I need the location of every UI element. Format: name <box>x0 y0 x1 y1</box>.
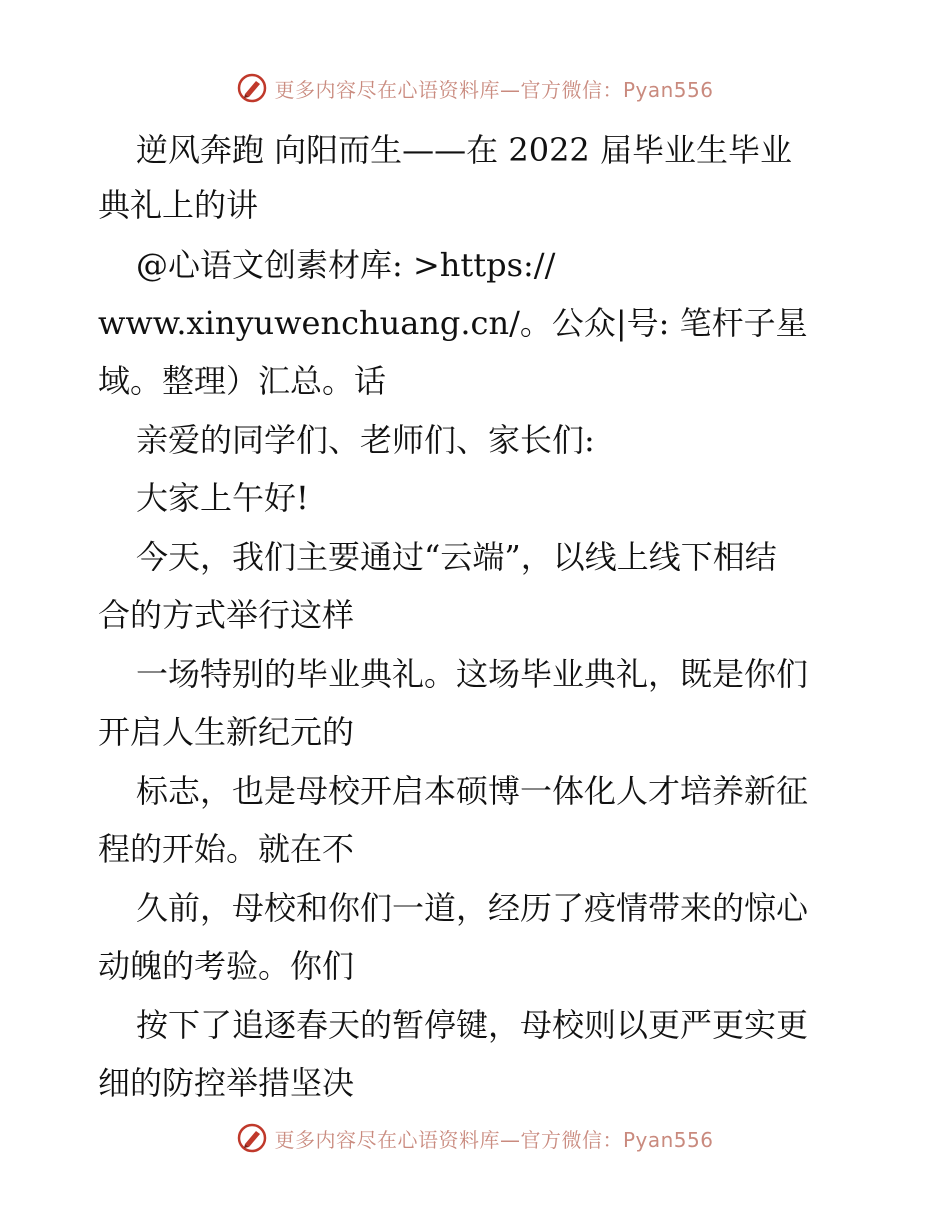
pen-logo-icon <box>236 72 268 104</box>
paragraph-line: 久前，母校和你们一道，经历了疫情带来的惊心 <box>136 889 809 927</box>
paragraph-line: @心语文创素材库: >https:// <box>136 246 556 284</box>
paragraph-line: 程的开始。就在不 <box>98 830 355 868</box>
paragraph-line: 按下了追逐春天的暂停键，母校则以更严更实更 <box>136 1006 809 1044</box>
footer-banner-text: 更多内容尽在心语资料库—官方微信：Pyan556 <box>274 1127 714 1152</box>
paragraph-line: 标志，也是母校开启本硕博一体化人才培养新征 <box>136 772 809 810</box>
footer-banner <box>0 1122 950 1154</box>
header-banner-text: 更多内容尽在心语资料库—官方微信：Pyan556 <box>274 77 714 102</box>
pen-logo-icon <box>236 1122 268 1154</box>
paragraph-line: www.xinyuwenchuang.cn/。公众|号: 笔杆子星 <box>98 304 808 342</box>
paragraph-line: 域。整理）汇总。话 <box>98 362 387 400</box>
paragraph-line: 动魄的考验。你们 <box>98 947 355 985</box>
paragraph-line: 合的方式举行这样 <box>98 596 355 634</box>
paragraph-line: 细的防控举措坚决 <box>98 1064 355 1102</box>
paragraph-line: 亲爱的同学们、老师们、家长们: <box>136 421 595 459</box>
paragraph-line: 逆风奔跑 向阳而生——在 2022 届毕业生毕业 <box>136 131 792 169</box>
paragraph-line: 典礼上的讲 <box>98 186 259 224</box>
paragraph-line: 开启人生新纪元的 <box>98 713 355 751</box>
paragraph-line: 大家上午好! <box>136 479 309 517</box>
paragraph-line: 今天，我们主要通过“云端”，以线上线下相结 <box>136 538 777 576</box>
header-banner <box>0 72 950 104</box>
paragraph-line: 一场特别的毕业典礼。这场毕业典礼，既是你们 <box>136 655 809 693</box>
